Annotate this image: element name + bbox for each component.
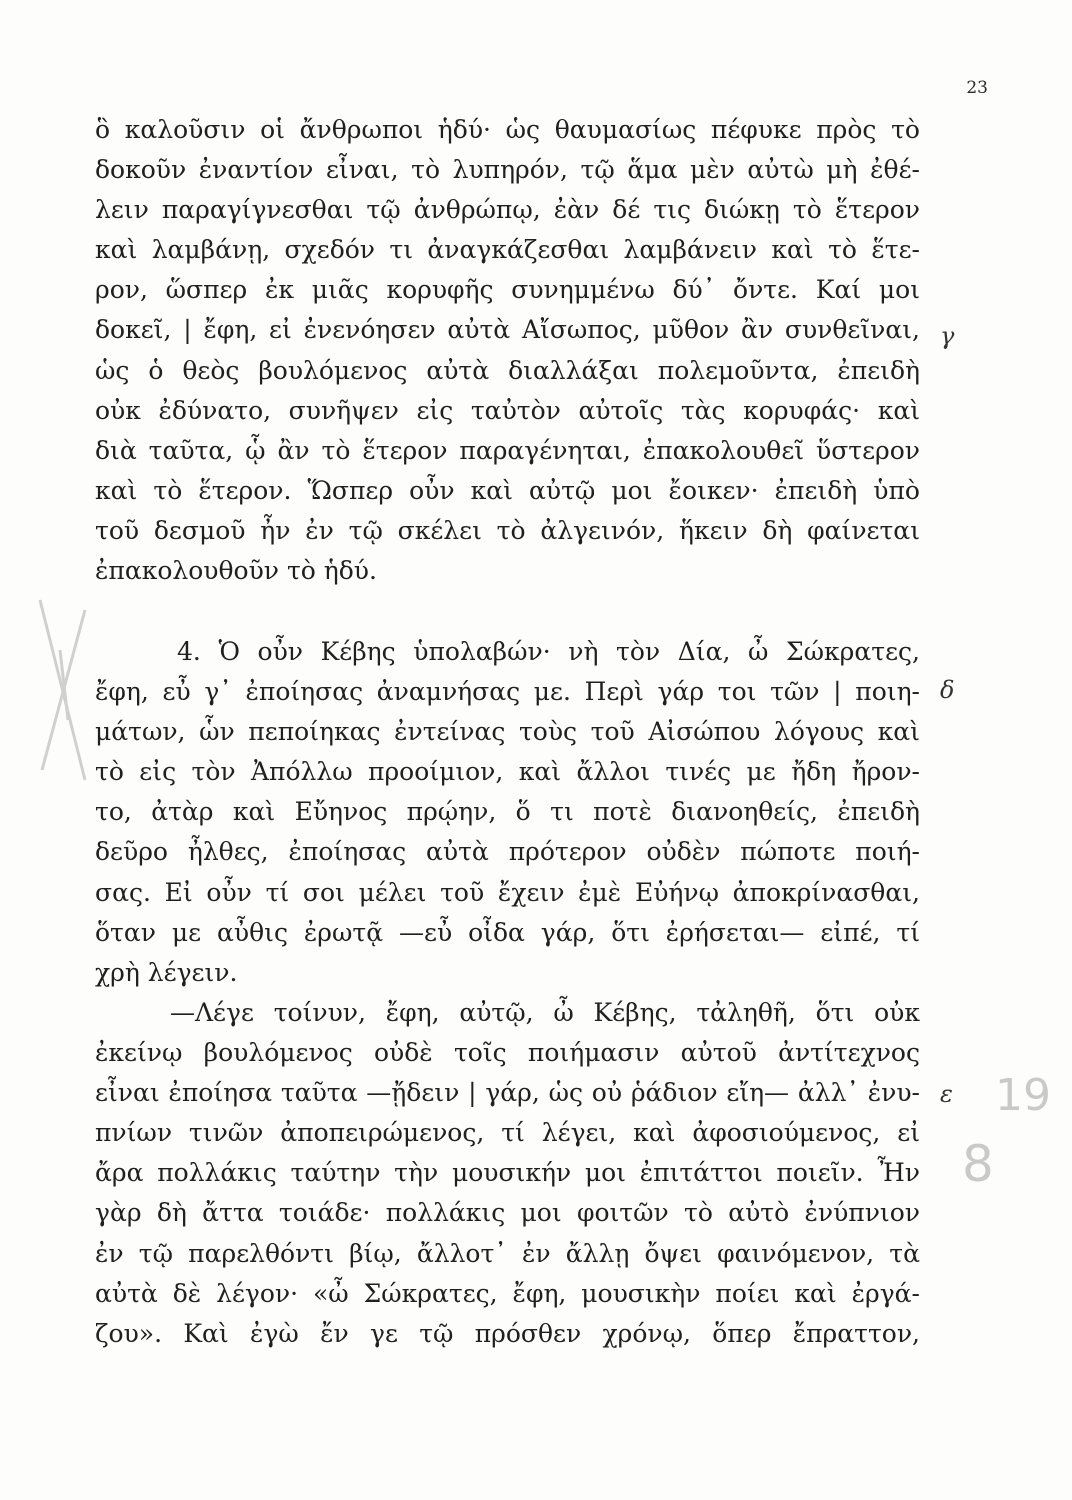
handwritten-note: 19: [995, 1070, 1051, 1121]
text-line: ὃ καλοῦσιν οἱ ἄνθρωποι ἡδύ· ὡς θαυμασίως πέφυκε πρὸς τὸ: [95, 115, 920, 144]
handwritten-note: 8: [962, 1135, 994, 1193]
margin-marker-delta: δ: [940, 676, 955, 704]
paragraph-2: [95, 632, 920, 993]
text-line: διὰ ταῦτα, ᾧ ἂν τὸ ἕτερον παραγένηται, ἐπακολουθεῖ ὕστερον: [95, 435, 920, 465]
text-line: λειν παραγίγνεσθαι τῷ ἀνθρώπῳ, ἐὰν δέ τις διώκῃ τὸ ἕτερον: [95, 195, 920, 225]
text-line: ἐν τῷ παρελθόντι βίῳ, ἄλλοτ᾽ ἐν ἄλλῃ ὄψει φαινόμενον, τὰ: [95, 1238, 920, 1268]
text-line: δοκεῖ, | ἔφη, εἰ ἐνενόησεν αὐτὰ Αἴσωπος, μῦθον ἂν συνθεῖναι,: [95, 315, 920, 345]
text-line: ὡς ὁ θεὸς βουλόμενος αὐτὰ διαλλάξαι πολεμοῦντα, ἐπειδὴ: [95, 355, 920, 385]
margin-marker-gamma: γ: [940, 322, 955, 350]
text-line: δοκοῦν ἐναντίον εἶναι, τὸ λυπηρόν, τῷ ἅμα μὲν αὐτὼ μὴ ἐθέ-: [95, 155, 920, 185]
text-line: ὅταν με αὖθις ἐρωτᾷ —εὖ οἶδα γάρ, ὅτι ἐρήσεται— εἰπέ, τί: [95, 917, 920, 947]
text-line: 4. Ὁ οὖν Κέβης ὑπολαβών· νὴ τὸν Δία, ὦ Σώκρατες,: [177, 637, 920, 666]
text-line: ζου». Καὶ ἐγὼ ἔν γε τῷ πρόσθεν χρόνῳ, ὅπερ ἔπραττον,: [95, 1318, 920, 1348]
text-line: ἄρα πολλάκις ταύτην τὴν μουσικήν μοι ἐπιτάττοι ποιεῖν. Ἦν: [95, 1158, 920, 1188]
text-line: ἐκείνῳ βουλόμενος οὐδὲ τοῖς ποιήμασιν αὐτοῦ ἀντίτεχνος: [95, 1038, 920, 1068]
pencil-mark: [30, 590, 100, 790]
text-line: αὐτὰ δὲ λέγον· «ὦ Σώκρατες, ἔφη, μουσικὴν ποίει καὶ ἐργά-: [95, 1278, 920, 1308]
paragraph-3: [95, 993, 920, 1354]
text-line: ἔφη, εὖ γ᾽ ἐποίησας ἀναμνήσας με. Περὶ γάρ τοι τῶν | ποιη-: [95, 677, 920, 707]
text-line: ἐπακολουθοῦν τὸ ἡδύ.: [95, 556, 377, 586]
text-line: καὶ τὸ ἕτερον. Ὥσπερ οὖν καὶ αὐτῷ μοι ἔοικεν· ἐπειδὴ ὑπὸ: [95, 475, 920, 505]
text-line: ρον, ὥσπερ ἐκ μιᾶς κορυφῆς συνημμένω δύ᾽ ὄντε. Καί μοι: [95, 275, 920, 305]
text-line: —Λέγε τοίνυν, ἔφη, αὐτῷ, ὦ Κέβης, τἀληθῆ, ὅτι οὐκ: [170, 998, 920, 1027]
text-line: καὶ λαμβάνῃ, σχεδόν τι ἀναγκάζεσθαι λαμβάνειν καὶ τὸ ἕτε-: [95, 235, 920, 265]
text-line: γὰρ δὴ ἄττα τοιάδε· πολλάκις μοι φοιτῶν τὸ αὐτὸ ἐνύπνιον: [95, 1198, 920, 1228]
page-number: 23: [966, 78, 988, 98]
text-line: το, ἀτὰρ καὶ Εὔηνος πρῴην, ὅ τι ποτὲ διανοηθείς, ἐπειδὴ: [95, 797, 920, 827]
text-line: εἶναι ἐποίησα ταῦτα —ᾔδειν | γάρ, ὡς οὐ ῥάδιον εἴη— ἀλλ᾽ ἐνυ-: [95, 1078, 920, 1108]
text-line: χρὴ λέγειν.: [95, 957, 238, 987]
text-line: τὸ εἰς τὸν Ἀπόλλω προοίμιον, καὶ ἄλλοι τινές με ἤδη ἤρον-: [95, 757, 920, 787]
text-line: τοῦ δεσμοῦ ἦν ἐν τῷ σκέλει τὸ ἀλγεινόν, ἥκειν δὴ φαίνεται: [95, 515, 920, 545]
text-line: δεῦρο ἦλθες, ἐποίησας αὐτὰ πρότερον οὐδὲν πώποτε ποιή-: [95, 837, 920, 867]
paragraph-1: [95, 110, 920, 591]
margin-marker-epsilon: ε: [940, 1080, 953, 1108]
text-line: πνίων τινῶν ἀποπειρώμενος, τί λέγει, καὶ ἀφοσιούμενος, εἰ: [95, 1118, 920, 1148]
text-line: οὐκ ἐδύνατο, συνῆψεν εἰς ταὐτὸν αὐτοῖς τὰς κορυφάς· καὶ: [95, 395, 920, 425]
text-line: μάτων, ὧν πεποίηκας ἐντείνας τοὺς τοῦ Αἰσώπου λόγους καὶ: [95, 717, 920, 747]
text-line: σας. Εἰ οὖν τί σοι μέλει τοῦ ἔχειν ἐμὲ Εὐήνῳ ἀποκρίνασθαι,: [95, 877, 920, 907]
